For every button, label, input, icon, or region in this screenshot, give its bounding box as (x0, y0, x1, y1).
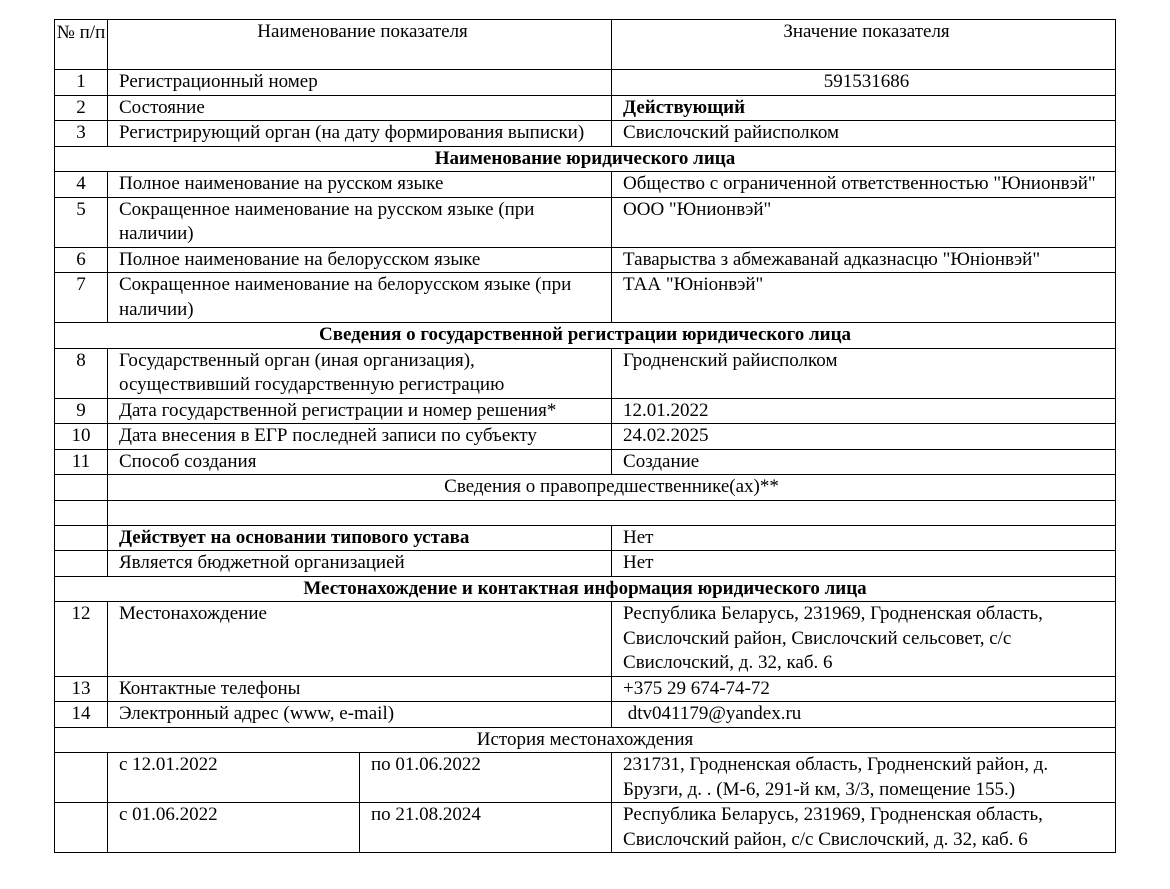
row-label: Является бюджетной организацией (108, 551, 612, 577)
row-value: ТАА "Юніонвэй" (612, 273, 1116, 323)
registration-number: 591531686 (612, 70, 1116, 96)
section-title: Наименование юридического лица (55, 146, 1116, 172)
row-value: Таварыства з абмежаванай адказнасцю "Юніонвэй" (612, 247, 1116, 273)
table-row (55, 95, 1116, 121)
section-title: История местонахождения (55, 727, 1116, 753)
table-row (55, 273, 1116, 323)
row-number: 9 (55, 398, 108, 424)
section-row (55, 576, 1116, 602)
row-number: 11 (55, 449, 108, 475)
row-label: Полное наименование на белорусском языке (108, 247, 612, 273)
header-num: № п/п (55, 20, 108, 70)
header-value: Значение показателя (612, 20, 1116, 70)
phone-value: +375 29 674-74-72 (612, 676, 1116, 702)
row-label: Электронный адрес (www, e-mail) (108, 702, 612, 728)
row-number: 13 (55, 676, 108, 702)
table-row (55, 602, 1116, 677)
row-number: 2 (55, 95, 108, 121)
history-address: Республика Беларусь, 231969, Гродненская область, Свислочский район, с/с Свислочский, д. 32, каб. 6 (612, 803, 1116, 853)
section-title: Местонахождение и контактная информация юридического лица (55, 576, 1116, 602)
table-row (55, 172, 1116, 198)
section-row (55, 727, 1116, 753)
table-row (55, 676, 1116, 702)
history-to: по 01.06.2022 (360, 753, 612, 803)
section-row (55, 146, 1116, 172)
predecessors-title: Сведения о правопредшественнике(ах)** (108, 475, 1116, 501)
table-row (55, 247, 1116, 273)
table-row (55, 70, 1116, 96)
row-value: Нет (612, 525, 1116, 551)
table-row (55, 551, 1116, 577)
row-number: 4 (55, 172, 108, 198)
table-row (55, 525, 1116, 551)
table-row (55, 449, 1116, 475)
table-row (55, 424, 1116, 450)
row-number: 12 (55, 602, 108, 677)
history-to: по 21.08.2024 (360, 803, 612, 853)
row-label: Регистрационный номер (108, 70, 612, 96)
row-label: Состояние (108, 95, 612, 121)
row-value: Общество с ограниченной ответственностью "Юнионвэй" (612, 172, 1116, 198)
predecessors-value-empty (108, 500, 1116, 525)
section-title: Сведения о государственной регистрации юридического лица (55, 323, 1116, 349)
row-label: Дата внесения в ЕГР последней записи по субъекту (108, 424, 612, 450)
row-label: Способ создания (108, 449, 612, 475)
row-number: 5 (55, 197, 108, 247)
row-label: Действует на основании типового устава (108, 525, 612, 551)
table-row (55, 702, 1116, 728)
history-from: с 12.01.2022 (108, 753, 360, 803)
address-value: Республика Беларусь, 231969, Гродненская область, Свислочский район, Свислочский сельсовет, с/с Свислочский, д. 32, каб. 6 (612, 602, 1116, 677)
row-number-empty (55, 803, 108, 853)
row-number-empty (55, 475, 108, 501)
section-row (55, 323, 1116, 349)
row-number: 3 (55, 121, 108, 147)
history-from: с 01.06.2022 (108, 803, 360, 853)
row-label: Сокращенное наименование на русском языке (при наличии) (108, 197, 612, 247)
row-value: 12.01.2022 (612, 398, 1116, 424)
predecessors-empty-row (55, 500, 1116, 525)
history-address: 231731, Гродненская область, Гродненский район, д. Брузги, д. . (М-6, 291-й км, 3/3, помещение 155.) (612, 753, 1116, 803)
email-value: dtv041179@yandex.ru (612, 702, 1116, 728)
row-label: Сокращенное наименование на белорусском языке (при наличии) (108, 273, 612, 323)
table-row (55, 348, 1116, 398)
row-value: Нет (612, 551, 1116, 577)
row-value: 24.02.2025 (612, 424, 1116, 450)
row-number-empty (55, 551, 108, 577)
row-label: Регистрирующий орган (на дату формирования выписки) (108, 121, 612, 147)
row-value: Свислочский райисполком (612, 121, 1116, 147)
row-number: 14 (55, 702, 108, 728)
row-label: Полное наименование на русском языке (108, 172, 612, 198)
table-row (55, 121, 1116, 147)
predecessors-row (55, 475, 1116, 501)
history-row (55, 753, 1116, 803)
row-label: Государственный орган (иная организация), осуществивший государственную регистрацию (108, 348, 612, 398)
row-value: Создание (612, 449, 1116, 475)
header-name: Наименование показателя (108, 20, 612, 70)
row-label: Местонахождение (108, 602, 612, 677)
header-row (55, 20, 1116, 70)
status-value: Действующий (612, 95, 1116, 121)
table-row (55, 197, 1116, 247)
row-number: 1 (55, 70, 108, 96)
row-number: 10 (55, 424, 108, 450)
row-number-empty (55, 500, 108, 525)
row-label: Контактные телефоны (108, 676, 612, 702)
history-row (55, 803, 1116, 853)
row-value: Гродненский райисполком (612, 348, 1116, 398)
row-number-empty (55, 753, 108, 803)
row-number: 7 (55, 273, 108, 323)
row-number: 6 (55, 247, 108, 273)
row-number-empty (55, 525, 108, 551)
row-label: Дата государственной регистрации и номер решения* (108, 398, 612, 424)
table-row (55, 398, 1116, 424)
row-number: 8 (55, 348, 108, 398)
row-value: ООО "Юнионвэй" (612, 197, 1116, 247)
registry-extract-table (54, 19, 1116, 853)
